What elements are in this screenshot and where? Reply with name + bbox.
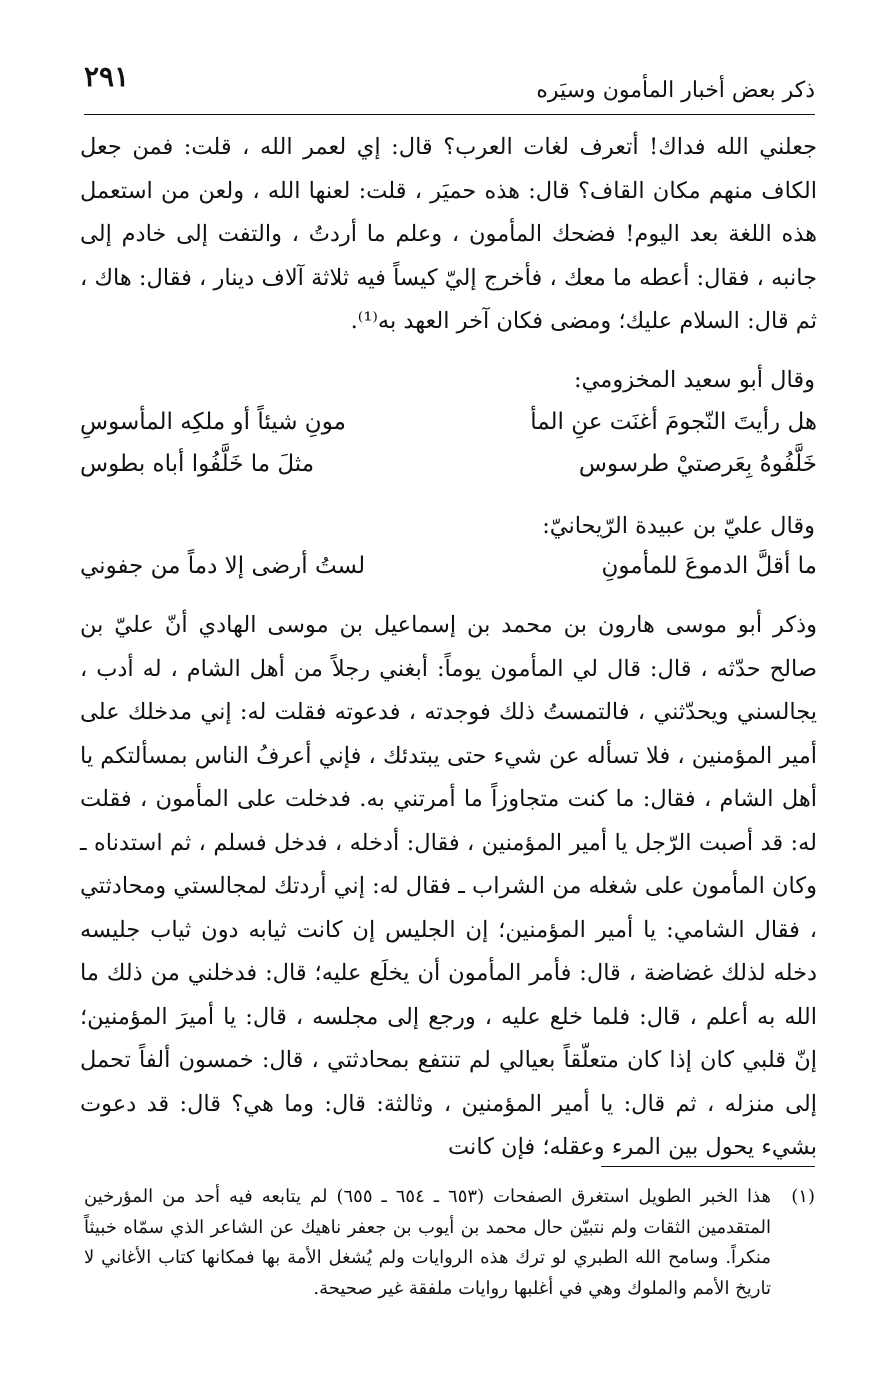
- verse-3-second-hemistich: لستُ أرضى إلا دماً من جفوني: [80, 553, 366, 579]
- paragraph-1-text: جعلني الله فداك! أتعرف لغات العرب؟ قال: إي لعمر الله ، قلت: فمن جعل الكاف منهم مكان القاف؟ قال: هذه حميَر ، قلت: لعنها الله ، ولعن من استعمل هذه اللغة بعد اليوم! فضحك المأمون ، وعلم ما أردتُ ، والتفت إلى خادم إلى جانبه ، فقال: أعطه ما معك ، فأخرج إليّ كيساً فيه ثلاثة آلاف دينار ، فقال: هاك ، ثم قال: السلام عليك؛ ومضى فكان آخر العهد به⁽¹⁾.: [80, 134, 817, 334]
- verse-2-second-hemistich: مثلَ ما خَلَّفُوا أباه بطوس: [80, 451, 315, 477]
- verse-line-1: [80, 402, 817, 442]
- paragraph-1: [80, 126, 817, 344]
- footnote: [84, 1182, 815, 1304]
- footnote-text: هذا الخبر الطويل استغرق الصفحات (٦٥٣ ـ ٦٥٤ ـ ٦٥٥) لم يتابعه فيه أحد من المؤرخين المتقدمين الثقات ولم نتبيّن حال محمد بن أيوب بن جعفر ناهيك عن الشاعر الذي سمّاه خبيثاً منكراً. وسامح الله الطبري لو ترك هذه الروايات ولم يُشغل الأمة بها فمكانها كتاب الأغاني لا تاريخ الأمم والملوك وهي في أغلبها روايات ملفقة غير صحيحة.: [84, 1186, 772, 1299]
- page-header: [84, 58, 815, 115]
- verse-1-first-hemistich: هل رأيتَ النّجومَ أغنَت عنِ المأ: [530, 409, 817, 435]
- poem-intro-2: وقال عليّ بن عبيدة الرّيحانيّ:: [542, 513, 815, 539]
- footnote-separator: [601, 1166, 815, 1167]
- paragraph-2: [80, 604, 817, 1170]
- verse-line-2: [80, 444, 817, 484]
- verse-3-first-hemistich: ما أقلَّ الدموعَ للمأمونِ: [601, 553, 817, 579]
- paragraph-2-text: وذكر أبو موسى هارون بن محمد بن إسماعيل بن موسى الهادي أنّ عليّ بن صالح حدّثه ، قال: قال لي المأمون يوماً: أبغني رجلاً من أهل الشام ، له أدب ، يجالسني ويحدّثني ، فالتمستُ ذلك فوجدته ، فدعوته فقلت له: إني مدخلك على أمير المؤمنين ، فلا تسأله عن شيء حتى يبتدئك ، فإني أعرفُ الناس بمسألتكم يا أهل الشام ، فقال: ما كنت متجاوزاً ما أمرتني به. فدخلت على المأمون ، فقلت له: قد أصبت الرّجل يا أمير المؤمنين ، فقال: أدخله ، فدخل فسلم ، ثم استدناه ـ وكان المأمون على شغله من الشراب ـ فقال له: إني أردتك لمجالستي ومحادثتي ، فقال الشامي: يا أمير المؤمنين؛ إن الجليس إن كانت ثيابه دون ثياب جليسه دخله لذلك غضاضة ، قال: فأمر المأمون أن يخلَع عليه؛ قال: فدخلني من ذلك ما الله به أعلم ، قال: فلما خلع عليه ، ورجع إلى مجلسه ، قال: يا أميرَ المؤمنين؛ إنّ قلبي كان إذا كان متعلّقاً بعيالي لم تنتفع بمحادثتي ، قال: خمسون ألفاً تحمل إلى منزله ، ثم قال: يا أمير المؤمنين ، وثالثة: قال: وما هي؟ قال: قد دعوت بشيء يحول بين المرء وعقله؛ فإن كانت: [80, 612, 817, 1160]
- verse-1-second-hemistich: مونِ شيئاً أو ملكِه المأسوسِ: [80, 409, 346, 435]
- verse-2-first-hemistich: خَلَّفُوهُ بِعَرصتيْ طرسوس: [578, 451, 817, 477]
- footnote-marker: (١): [791, 1186, 815, 1207]
- verse-line-3: [80, 546, 817, 586]
- poem-intro-1: وقال أبو سعيد المخزومي:: [573, 367, 815, 393]
- running-head: ذكر بعض أخبار المأمون وسيَره: [536, 78, 815, 103]
- page-number: ٢٩١: [84, 60, 130, 93]
